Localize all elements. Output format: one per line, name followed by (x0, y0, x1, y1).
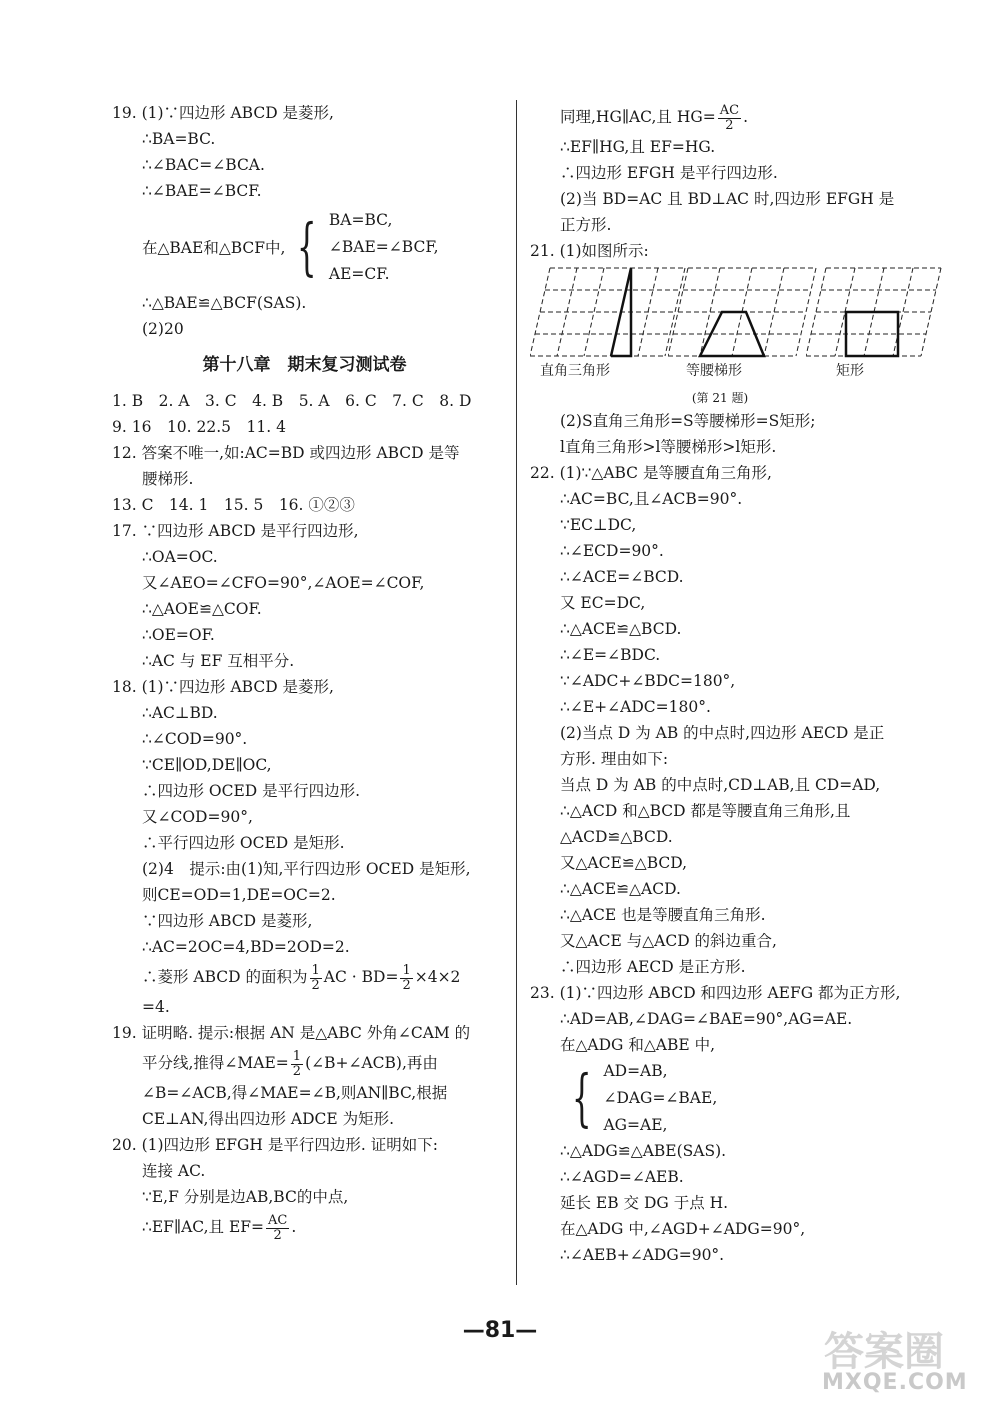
text-line: △ACD≌△BCD. (560, 828, 673, 846)
text-line: ∴AC=2OC=4,BD=2OD=2. (142, 938, 350, 956)
brace-item: AD=AB, (603, 1061, 668, 1080)
brace-item: ∠BAE=∠BCF, (328, 237, 439, 256)
text-line: CE⊥AN,得出四边形 ADCE 为矩形. (142, 1110, 395, 1128)
brace-item: ∠DAG=∠BAE, (603, 1088, 718, 1107)
figure-caption: (第 21 题) (691, 391, 749, 405)
fraction-ac-over-2: $\frac{AC}{2}$ (268, 1212, 288, 1243)
text-line: ∴∠COD=90°. (142, 730, 248, 748)
text-line: 在△ADG 和△ABE 中, (560, 1036, 716, 1054)
text-line: (2)4 提示:由(1)知,平行四边形 OCED 是矩形, (142, 860, 471, 878)
text-line: ∴△ACE 也是等腰直角三角形. (560, 906, 766, 924)
text-line: ∴∠BAC=∠BCA. (142, 156, 265, 174)
area-text: AC · BD= (323, 968, 399, 986)
brace-items (329, 207, 439, 288)
text-line: ∵EC⊥DC, (560, 516, 637, 534)
chapter-title: 第十八章 期末复习测试卷 (202, 355, 407, 375)
fraction-ac-over-2: $\frac{AC}{2}$ (719, 102, 740, 133)
text-line: 1. B 2. A 3. C 4. B 5. A 6. C 7. C 8. D (112, 392, 472, 410)
text-line: ∵CE∥OD,DE∥OC, (142, 756, 272, 774)
grid-figure-rectangle (806, 264, 946, 359)
watermark-url: MXQE.COM (822, 1370, 968, 1395)
text-line: =4. (142, 998, 170, 1016)
text-line: (2)S直角三角形=S等腰梯形=S矩形; (560, 412, 816, 430)
text-line: ∴∠ECD=90°. (560, 542, 664, 560)
text-line: 又 EC=DC, (560, 594, 646, 612)
text-line: 19. (1)∵四边形 ABCD 是菱形, (112, 104, 334, 122)
area-text: ×4×2 (414, 968, 461, 986)
text-line: 13. C 14. 1 15. 5 16. ①②③ (112, 496, 355, 514)
text-line: ∴平行四边形 OCED 是矩形. (142, 834, 345, 852)
text-line: ∴四边形 OCED 是平行四边形. (142, 782, 361, 800)
text-line: 21. (1)如图所示: (530, 242, 649, 260)
text-line: 23. (1)∵四边形 ABCD 和四边形 AEFG 都为正方形, (530, 984, 901, 1002)
text-line: ∵四边形 ABCD 是菱形, (142, 912, 313, 930)
text-line: 在△ADG 中,∠AGD+∠ADG=90°, (560, 1220, 806, 1238)
text-line: ∴△BAE≌△BCF(SAS). (142, 294, 307, 312)
text-line: 方形. 理由如下: (560, 750, 669, 768)
text-line: ∴∠E=∠BDC. (560, 646, 661, 664)
figure-row (530, 264, 930, 388)
text-line: ∴△AOE≌△COF. (142, 600, 262, 618)
text-line: ∴四边形 EFGH 是平行四边形. (560, 164, 778, 182)
text-line: (2)当点 D 为 AB 的中点时,四边形 AECD 是正 (560, 724, 885, 742)
brace-system (530, 1058, 930, 1138)
text-line: 则CE=OD=1,DE=OC=2. (142, 886, 336, 904)
text-line: ∴△ACD 和△BCD 都是等腰直角三角形,且 (560, 802, 851, 820)
text-line: ∴△ADG≌△ABE(SAS). (560, 1142, 727, 1160)
brace-system (112, 204, 507, 290)
brace-item: AE=CF. (328, 264, 390, 283)
text-line: 又∠COD=90°, (142, 808, 253, 826)
grid-figure-right-triangle (530, 264, 690, 359)
text-line: ∴∠E+∠ADC=180°. (560, 698, 711, 716)
text-line: ∴△ACE≌△BCD. (560, 620, 682, 638)
text-line: ∴BA=BC. (142, 130, 216, 148)
text-line: 22. (1)∵△ABC 是等腰直角三角形, (530, 464, 772, 482)
area-formula (112, 960, 507, 994)
text-line: (2)20 (142, 320, 184, 338)
figure-label: 直角三角形 (540, 363, 610, 379)
text-line: ∴AD=AB,∠DAG=∠BAE=90°,AG=AE. (560, 1010, 853, 1028)
q20-formula: ∴EF∥AC,且 EF= $\frac{AC}{2}$ . (142, 1212, 297, 1243)
text-line: 20. (1)四边形 EFGH 是平行四边形. 证明如下: (112, 1136, 438, 1154)
text-line: ∴∠ACE=∠BCD. (560, 568, 684, 586)
same-formula: 同理,HG∥AC,且 HG= $\frac{AC}{2}$ . (560, 102, 749, 133)
text-line: ∴EF∥HG,且 EF=HG. (560, 138, 716, 156)
right-column (530, 100, 930, 1268)
brace-item: BA=BC, (328, 210, 393, 229)
text-line: ∴OE=OF. (142, 626, 215, 644)
fraction-half: $\frac{1}{2}$ (311, 962, 320, 993)
page-number: —81— (462, 1318, 538, 1343)
figure-label: 等腰梯形 (686, 363, 742, 379)
text-line: 18. (1)∵四边形 ABCD 是菱形, (112, 678, 334, 696)
text-line: ∵E,F 分别是边AB,BC的中点, (142, 1188, 349, 1206)
text-line: 当点 D 为 AB 的中点时,CD⊥AB,且 CD=AD, (560, 776, 881, 794)
text-line: 正方形. (560, 216, 612, 234)
brace-symbol: { (571, 1061, 592, 1134)
figure-label: 矩形 (836, 363, 864, 379)
area-text: ∴菱形 ABCD 的面积为 (142, 968, 308, 986)
text-line: ∴△ACE≌△ACD. (560, 880, 681, 898)
text-line: 又△ACE≌△BCD, (560, 854, 688, 872)
text-line: ∴OA=OC. (142, 548, 218, 566)
text-line: l直角三角形>l等腰梯形>l矩形. (560, 438, 777, 456)
text-line: 又△ACE 与△ACD 的斜边重合, (560, 932, 777, 950)
brace-item: AG=AE, (603, 1115, 668, 1134)
text-line: ∴AC=BC,且∠ACB=90°. (560, 490, 743, 508)
brace-lead: 在△BAE和△BCF中, (142, 239, 286, 257)
fraction-half: $\frac{1}{2}$ (292, 1048, 302, 1079)
text-line: 连接 AC. (142, 1162, 206, 1180)
text-line: 又∠AEO=∠CFO=90°,∠AOE=∠COF, (142, 574, 425, 592)
text-line: 9. 16 10. 22.5 11. 4 (112, 418, 286, 436)
watermark-logo (822, 1320, 992, 1400)
text-line: ∴四边形 AECD 是正方形. (560, 958, 746, 976)
brace-symbol: { (297, 210, 318, 283)
text-line: 19. 证明略. 提示:根据 AN 是△ABC 外角∠CAM 的 (112, 1024, 471, 1042)
text-line: ∵∠ADC+∠BDC=180°, (560, 672, 736, 690)
fraction-half: $\frac{1}{2}$ (402, 962, 411, 993)
brace-items (603, 1058, 717, 1139)
text-line: 12. 答案不唯一,如:AC=BD 或四边形 ABCD 是等 (112, 444, 460, 462)
text-line: ∠B=∠ACB,得∠MAE=∠B,则AN∥BC,根据 (142, 1084, 448, 1102)
text-line: ∴∠AEB+∠ADG=90°. (560, 1246, 725, 1264)
text-line: 延长 EB 交 DG 于点 H. (560, 1194, 729, 1212)
left-column (112, 100, 507, 1244)
q19-formula: 平分线,推得∠MAE= $\frac{1}{2}$ (∠B+∠ACB),再由 (142, 1048, 438, 1079)
grid-figure-isosceles-trapezoid (668, 264, 818, 359)
column-divider (516, 100, 517, 1285)
text-line: 17. ∵四边形 ABCD 是平行四边形, (112, 522, 359, 540)
text-line: ∴AC⊥BD. (142, 704, 218, 722)
text-line: (2)当 BD=AC 且 BD⊥AC 时,四边形 EFGH 是 (560, 190, 895, 208)
text-line: ∴AC 与 EF 互相平分. (142, 652, 295, 670)
text-line: ∴∠AGD=∠AEB. (560, 1168, 684, 1186)
text-line: ∴∠BAE=∠BCF. (142, 182, 262, 200)
text-line: 腰梯形. (142, 470, 194, 488)
watermark-top: 答案圈 (824, 1328, 944, 1375)
